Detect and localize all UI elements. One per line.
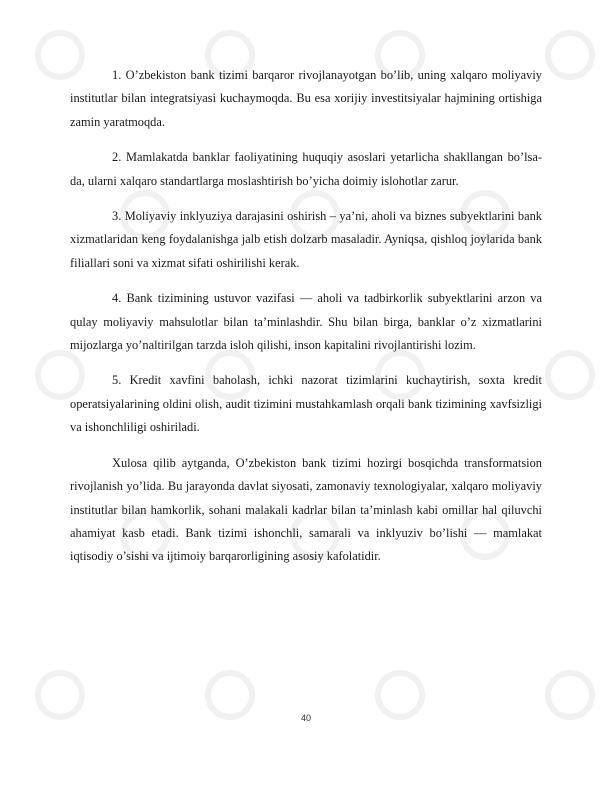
body-text: [70, 64, 542, 581]
paragraph-4: 4. Bank tizimining ustuvor vazifasi — aholi va tadbirkorlik subyektlarini arzon va qulay moliyaviy mahsulotlar bilan ta’minlashdir. Shu bilan birga, banklar o’z xizmatlarini mijozlarga yo’naltirilgan tarzda isloh qilishi, inson kapitalini rivojlantirishi lozim.: [70, 291, 542, 353]
paragraph-1: 1. O’zbekiston bank tizimi barqaror rivojlanayotgan bo’lib, uning xalqaro moliyaviy institutlar bilan integratsiyasi kuchaymoqda. Bu esa xorijiy investitsiyalar hajmining ortishiga zamin yaratmoqda.: [70, 68, 542, 129]
paragraph-3: 3. Moliyaviy inklyuziya darajasini oshirish – ya’ni, aholi va biznes subyektlarini bank xizmatlaridan keng foydalanishga jalb etish dolzarb masaladir. Ayniqsa, qishloq joylarida bank filiallari soni va xizmat sifati oshirilishi kerak.: [70, 209, 542, 270]
paragraph-5: 5. Kredit xavfini baholash, ichki nazorat tizimlarini kuchaytirish, soxta kredit operatsiyalarining oldini olish, audit tizimini mustahkamlash orqali bank tizimining xavfsizligi va ishonchliligi oshiriladi.: [70, 373, 542, 435]
conclusion-paragraph: Xulosa qilib aytganda, O’zbekiston bank tizimi hozirgi bosqichda transformatsion rivojlanish yo’lida. Bu jarayonda davlat siyosati, zamonaviy texnologiyalar, xalqaro moliyaviy institutlar bilan hamkorlik, sohani malakali kadrlar bilan ta’minlash kabi omillar hal qiluvchi ahamiyat kasb etadi. Bank tizimi ishonchli, samarali va inklyuziv bo’lishi — mamlakat iqtisodiy o’sishi va ijtimoiy barqarorligining asosiy kafolatidir.: [70, 455, 542, 564]
paragraph-2: 2. Mamlakatda banklar faoliyatining huquqiy asoslari yetarlicha shakllangan bo’lsa-da, ularni xalqaro standartlarga moslashtirish bo’yicha doimiy islohotlar zarur.: [70, 150, 542, 188]
page-number: 40: [300, 713, 311, 723]
